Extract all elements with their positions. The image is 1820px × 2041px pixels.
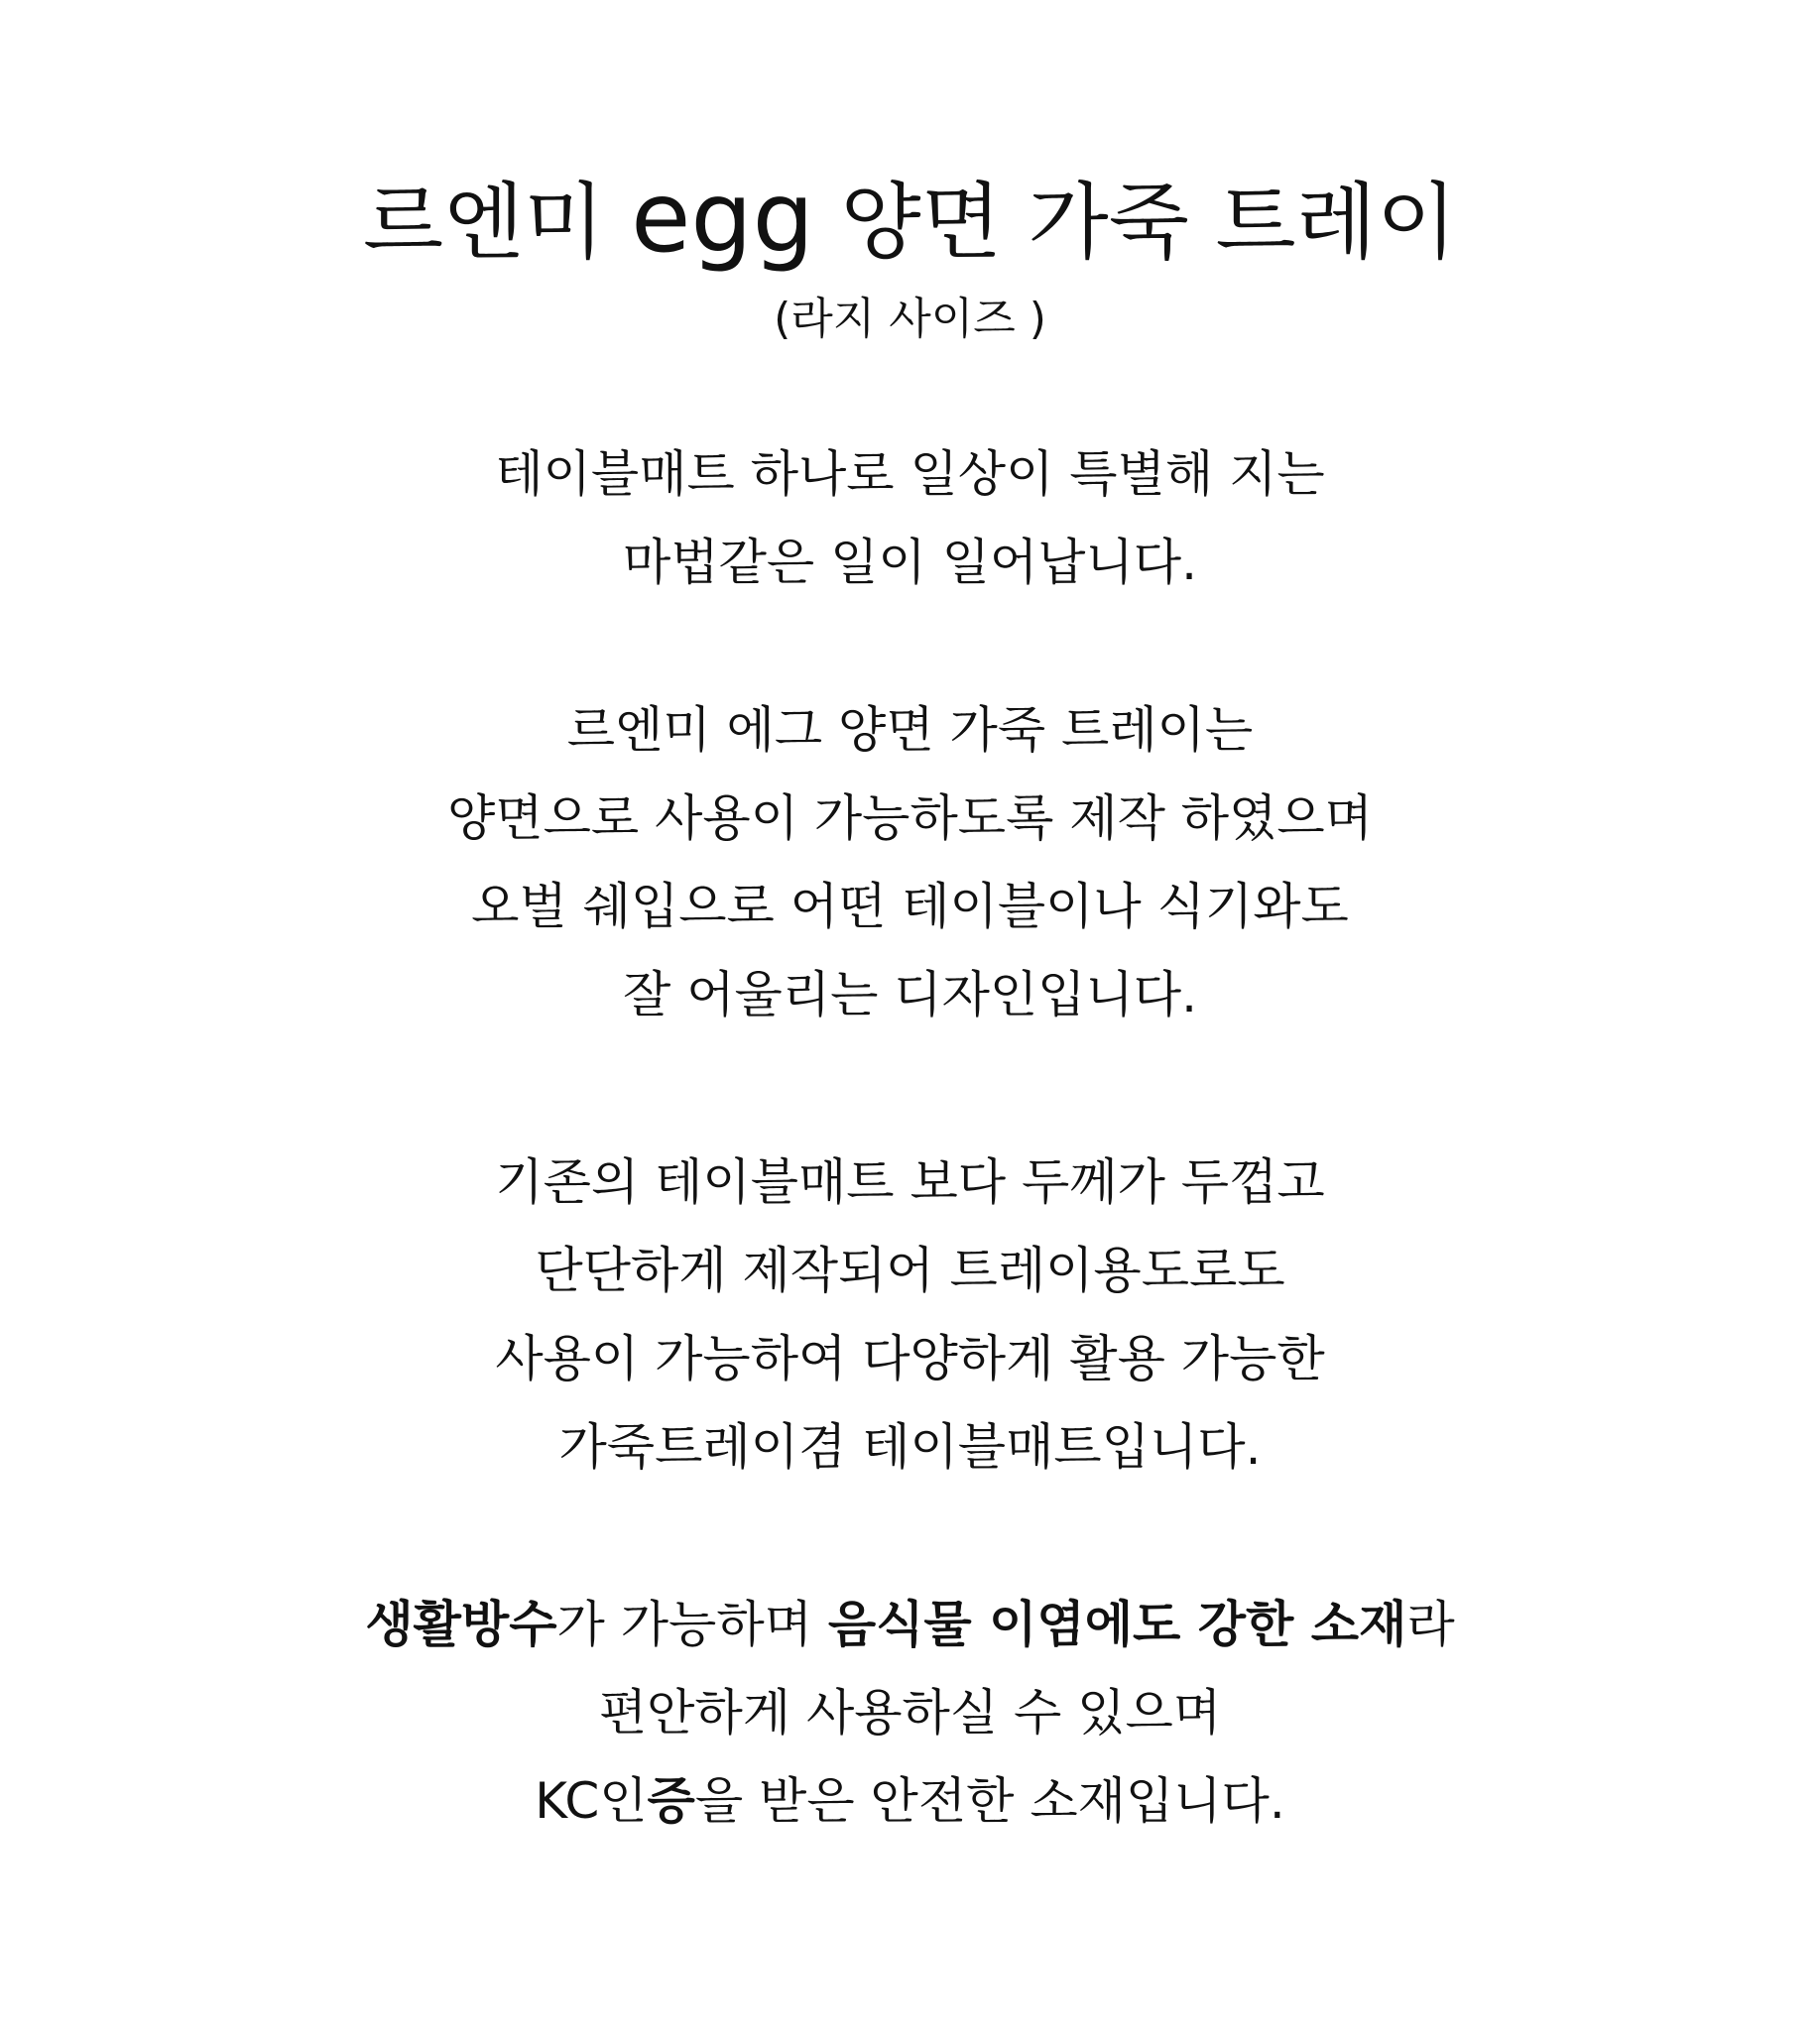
- paragraph-3-line-4: 가죽트레이겸 테이블매트입니다.: [558, 1418, 1262, 1476]
- title-part2: 양면 가죽 트레이: [813, 174, 1457, 271]
- product-title: [0, 162, 1820, 275]
- waterproof-emphasis: 생활방수: [365, 1596, 557, 1653]
- line-text: 을 받은 안전한 소재입니다.: [694, 1772, 1285, 1830]
- paragraph-4-line-1: [0, 1595, 1820, 1654]
- title-part1: 르엔미: [363, 174, 632, 271]
- paragraph-4-line-2: 편안하게 사용하실 수 있으며: [598, 1684, 1222, 1741]
- certification-emphasis: 증: [647, 1772, 695, 1830]
- paragraph-3-line-2: 단단하게 제작되어 트레이용도로도: [535, 1242, 1285, 1299]
- paragraph-2-line-1: 르엔미 에그 양면 가죽 트레이는: [566, 701, 1254, 759]
- paragraph-1-line-1: 테이블매트 하나로 일상이 특별해 지는: [495, 445, 1325, 503]
- paragraph-3-line-1: 기존의 테이블매트 보다 두께가 두껍고: [495, 1153, 1325, 1211]
- paragraph-1-line-2: 마법같은 일이 일어납니다.: [623, 534, 1197, 591]
- product-subtitle: (라지 사이즈 ): [774, 294, 1046, 344]
- line-text: KC인: [535, 1772, 648, 1830]
- line-text: 가 가능하며: [556, 1596, 828, 1653]
- stain-resistant-emphasis: 음식물 이염에도 강한 소재: [827, 1596, 1407, 1653]
- paragraph-2-line-3: 오벌 쉐입으로 어떤 테이블이나 식기와도: [471, 878, 1349, 935]
- paragraph-2-line-2: 양면으로 사용이 가능하도록 제작 하였으며: [447, 789, 1373, 847]
- paragraph-2-line-4: 잘 어울리는 디자인입니다.: [623, 966, 1197, 1023]
- paragraph-4-line-3: [0, 1771, 1820, 1831]
- line-text: 라: [1406, 1596, 1455, 1653]
- paragraph-3-line-3: 사용이 가능하여 다양하게 활용 가능한: [495, 1330, 1325, 1387]
- title-latin: egg: [631, 162, 814, 275]
